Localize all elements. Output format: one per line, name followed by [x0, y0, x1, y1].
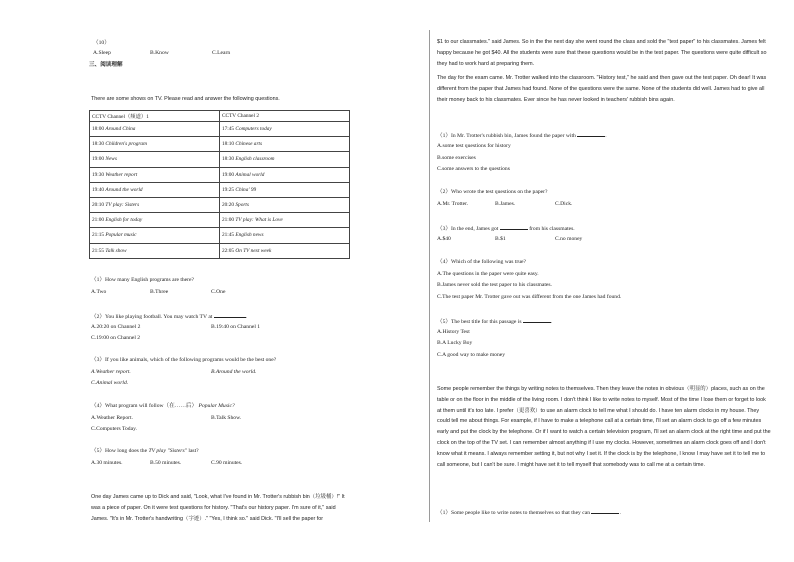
question-number: （10） — [93, 40, 110, 46]
answer-blank — [591, 508, 619, 514]
option-b: B.19:40 on Channel 1 — [211, 324, 261, 330]
passage-b-paragraph: The day for the exam came. Mr. Trotter walked into the classroom. "History test," he said and then gave out the test paper. Oh dear! It was different from the paper that James had found. None of the questions were the same. None of the students did well. James had to give all their money back to his classmates. Ever since he has never looked in teachers' rubbish bins again. — [437, 75, 767, 103]
option-a: A.30 minutes. — [91, 460, 123, 466]
option-a: A.The questions in the paper were quite easy. — [437, 271, 539, 277]
option-a: A.Sleep — [93, 50, 111, 56]
option-c: C.Computers Today. — [91, 426, 137, 432]
table-cell: 19:30 Weather report — [90, 167, 220, 182]
option-a: A.Two — [91, 289, 107, 295]
option-b: B.Talk Show. — [211, 415, 242, 421]
option-b: B.Know — [150, 50, 169, 56]
passage-a-intro: There are some shows on TV. Please read and answer the following questions. — [91, 96, 280, 102]
option-c: C.One — [211, 289, 226, 295]
table-header: CCTV Channel（频道）1 — [90, 111, 220, 122]
question-stem: （3）In the end, James got from his classmates. — [437, 226, 575, 232]
passage-b-paragraph: One day James came up to Dick and said, "Look, what I've found in Mr. Trotter's rubbish bin（垃圾桶）!" It was a piece of paper. On it were test questions for history. "That's our history paper. I'm sure of it," said James. "It's in Mr. Trotter's handwriting（字迹）." "Yes, I think so." said Dick. "I'll sell the paper for — [91, 494, 345, 522]
question-stem: （2）Who wrote the test questions on the paper? — [437, 189, 548, 195]
option-a: A.Weather Report. — [91, 415, 133, 421]
answer-blank — [500, 224, 528, 230]
question-stem: （1）How many English programs are there? — [91, 277, 194, 283]
table-cell: 21:45 English news — [220, 228, 350, 243]
option-c: C.Animal world. — [91, 380, 129, 386]
table-cell: 21:00 English for today — [90, 213, 220, 228]
option-c: C.A good way to make money — [437, 352, 506, 358]
option-a: A.Mr. Trotter. — [437, 201, 469, 207]
option-a: A.$40 — [437, 236, 451, 242]
option-c: C.no money — [555, 236, 583, 242]
question-stem: （5）The best title for this passage is . — [437, 319, 553, 325]
section-title: 三、阅读理解 — [89, 62, 123, 68]
question-stem: （1）Some people like to write notes to themselves so that they can . — [437, 510, 621, 516]
table-cell: 17:45 Computers today — [220, 122, 350, 137]
answer-blank — [523, 317, 551, 323]
question-stem: （4）What program will follow（在……后） Popular Music? — [91, 403, 235, 409]
table-cell: 20:10 TV play: Sisters — [90, 197, 220, 212]
table-cell: 19:00 Animal world — [220, 167, 350, 182]
option-a: A.History Test — [437, 329, 470, 335]
passage-c-paragraph: Some people remember the things by writing notes to themselves. Then they leave the notes in obvious（明显的）places, such as on the table or on the floor in the middle of the living room. I don't think I like to write notes to myself. Most of the time I lose them or forget to look at them until it's too late. I prefer（更喜欢）to use an alarm clock to tell me what I should do. I have ten alarm clocks in my house. They could tell me about things. For example, if I have to make a telephone call at a certain time, I'll set an alarm clock to go off a few minutes early and put the clock by the telephone. Or if I want to watch a certain television program, I'll set an alarm clock at the right time and put the clock on the top of the TV set. I can remember almost anything if I use my clocks. However, sometimes an alarm clock goes off and I don't know what it means. I always remember setting it, but not why I set it. If the clock is by the telephone, I know I may have set it to tell me to call someone, but I can't be sure. I might have set it to tell myself that somebody was to call me at a certain time. — [437, 386, 771, 468]
option-c: C.Learn — [212, 50, 231, 56]
table-cell: 19:25 China' 99 — [220, 182, 350, 197]
question-stem: （3）If you like animals, which of the following programs would be the best one? — [91, 357, 277, 363]
table-cell: 21:15 Popular music — [90, 228, 220, 243]
option-c: C.19:00 on Channel 2 — [91, 335, 141, 341]
table-cell: 21:00 TV play: What is Love — [220, 213, 350, 228]
answer-blank — [214, 312, 246, 318]
question-stem: （4）Which of the following was true? — [437, 259, 527, 265]
option-b: B.Around the world. — [211, 369, 257, 375]
option-b: B.A Lucky Boy — [437, 340, 473, 346]
option-a: A.20:20 on Channel 2 — [91, 324, 141, 330]
table-cell: 22:05 On TV next week — [220, 243, 350, 258]
option-b: B.$1 — [495, 236, 506, 242]
passage-b-paragraph: $1 to our classmates." said James. So in the the next day she went round the class and sold the "test paper" to his classmates. James felt happy because he got $40. All the students were sure that these questions would be in the test paper. The questions were quite difficult so they had to work hard at preparing them. — [437, 39, 767, 67]
right-column — [397, 0, 794, 562]
option-a: A.Weather report. — [91, 369, 131, 375]
table-cell: 18:00 Around China — [90, 122, 220, 137]
option-b: B.some exercises — [437, 155, 476, 161]
option-c: C.some answers to the questions — [437, 166, 510, 172]
table-cell: 19:40 Around the world — [90, 182, 220, 197]
option-b: B.50 minutes. — [150, 460, 182, 466]
option-b: B.Three — [150, 289, 169, 295]
option-c: C.90 minutes. — [211, 460, 243, 466]
tv-schedule-table — [89, 110, 350, 259]
question-stem: （2）You like playing football. You may watch TV at . — [91, 314, 248, 320]
table-cell: 19:00 News — [90, 152, 220, 167]
option-a: A.some test questions for history — [437, 143, 511, 149]
question-stem: （1）In Mr. Trotter's rubbish bin, James found the paper with . — [437, 133, 607, 139]
answer-blank — [577, 131, 605, 137]
question-stem: （5）How long does the TV play "Sisters" last? — [91, 448, 199, 454]
option-b: B.James never sold the test paper to his classmates. — [437, 282, 552, 288]
table-cell: 20:20 Sports — [220, 197, 350, 212]
table-cell: 18:30 Children's program — [90, 137, 220, 152]
option-c: C.Dick. — [555, 201, 573, 207]
option-c: C.The test paper Mr. Trotter gave out was different from the one James had found. — [437, 294, 622, 300]
table-cell: 21:55 Talk show — [90, 243, 220, 258]
option-b: B.James. — [495, 201, 516, 207]
table-cell: 18:10 Chinese arts — [220, 137, 350, 152]
table-cell: 18:30 English classroom — [220, 152, 350, 167]
table-header: CCTV Channel 2 — [220, 111, 350, 122]
